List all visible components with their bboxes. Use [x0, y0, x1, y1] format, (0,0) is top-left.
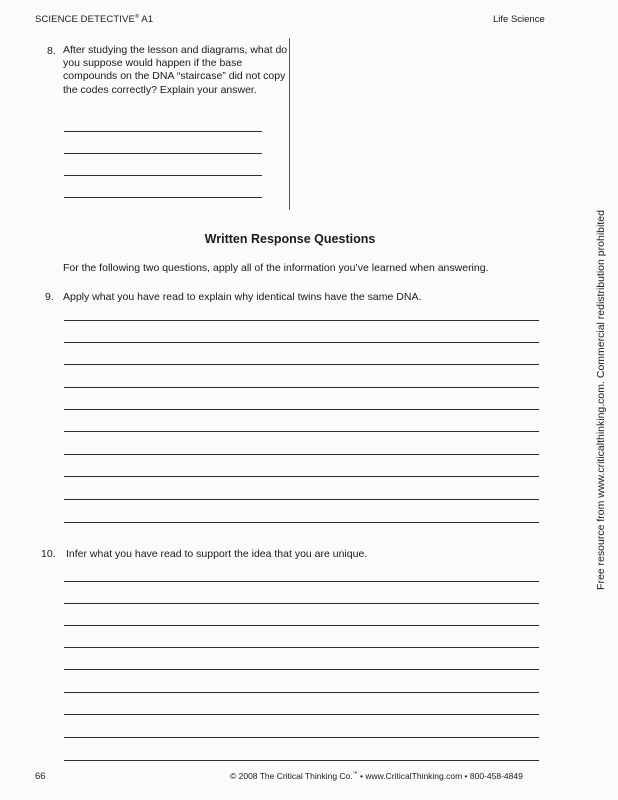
answer-line[interactable] — [64, 454, 539, 455]
answer-line[interactable] — [64, 603, 539, 604]
question-9-text: Apply what you have read to explain why identical twins have the same DNA. — [63, 291, 422, 303]
answer-line[interactable] — [64, 476, 539, 477]
question-10-text: Infer what you have read to support the idea that you are unique. — [66, 548, 368, 560]
copyright-company: © 2008 The Critical Thinking Co. — [230, 771, 353, 781]
side-note-text: Free resource from www.criticalthinking.com. Commercial redistribution prohibited — [595, 210, 607, 590]
question-10-number: 10. — [41, 548, 56, 560]
answer-line[interactable] — [64, 131, 262, 132]
header-subject: Life Science — [493, 14, 545, 25]
answer-line[interactable] — [64, 522, 539, 523]
answer-line[interactable] — [64, 714, 539, 715]
answer-line[interactable] — [64, 647, 539, 648]
question-8-text: After studying the lesson and diagrams, what do you suppose would happen if the base compounds on the DNA “staircase” did not copy the codes correctly? Explain your answer. — [63, 44, 288, 96]
column-divider — [289, 38, 290, 210]
answer-line[interactable] — [64, 499, 539, 500]
question-8-number: 8. — [47, 45, 56, 57]
page-number: 66 — [35, 771, 46, 782]
answer-line[interactable] — [64, 737, 539, 738]
registered-mark: ® — [134, 14, 140, 20]
answer-line[interactable] — [64, 431, 539, 432]
footer-copyright — [230, 771, 523, 781]
answer-line[interactable] — [64, 581, 539, 582]
section-intro: For the following two questions, apply all of the information you’ve learned when answering. — [63, 262, 489, 274]
answer-line[interactable] — [64, 669, 539, 670]
header-book-title — [35, 14, 153, 25]
header-book-title-text: SCIENCE DETECTIVE — [35, 14, 135, 25]
answer-line[interactable] — [64, 364, 539, 365]
trademark-mark: ™ — [352, 771, 358, 777]
answer-line[interactable] — [64, 692, 539, 693]
answer-line[interactable] — [64, 175, 262, 176]
header-book-level: A1 — [139, 14, 154, 25]
side-note — [588, 200, 614, 600]
answer-line[interactable] — [64, 197, 262, 198]
answer-line[interactable] — [64, 625, 539, 626]
answer-line[interactable] — [64, 342, 539, 343]
answer-line[interactable] — [64, 320, 539, 321]
section-title: Written Response Questions — [204, 232, 376, 246]
answer-line[interactable] — [64, 409, 539, 410]
answer-line[interactable] — [64, 760, 539, 761]
copyright-contact: • www.CriticalThinking.com • 800-458-4849 — [357, 771, 523, 781]
answer-line[interactable] — [64, 153, 262, 154]
answer-line[interactable] — [64, 387, 539, 388]
question-9-number: 9. — [45, 291, 54, 303]
